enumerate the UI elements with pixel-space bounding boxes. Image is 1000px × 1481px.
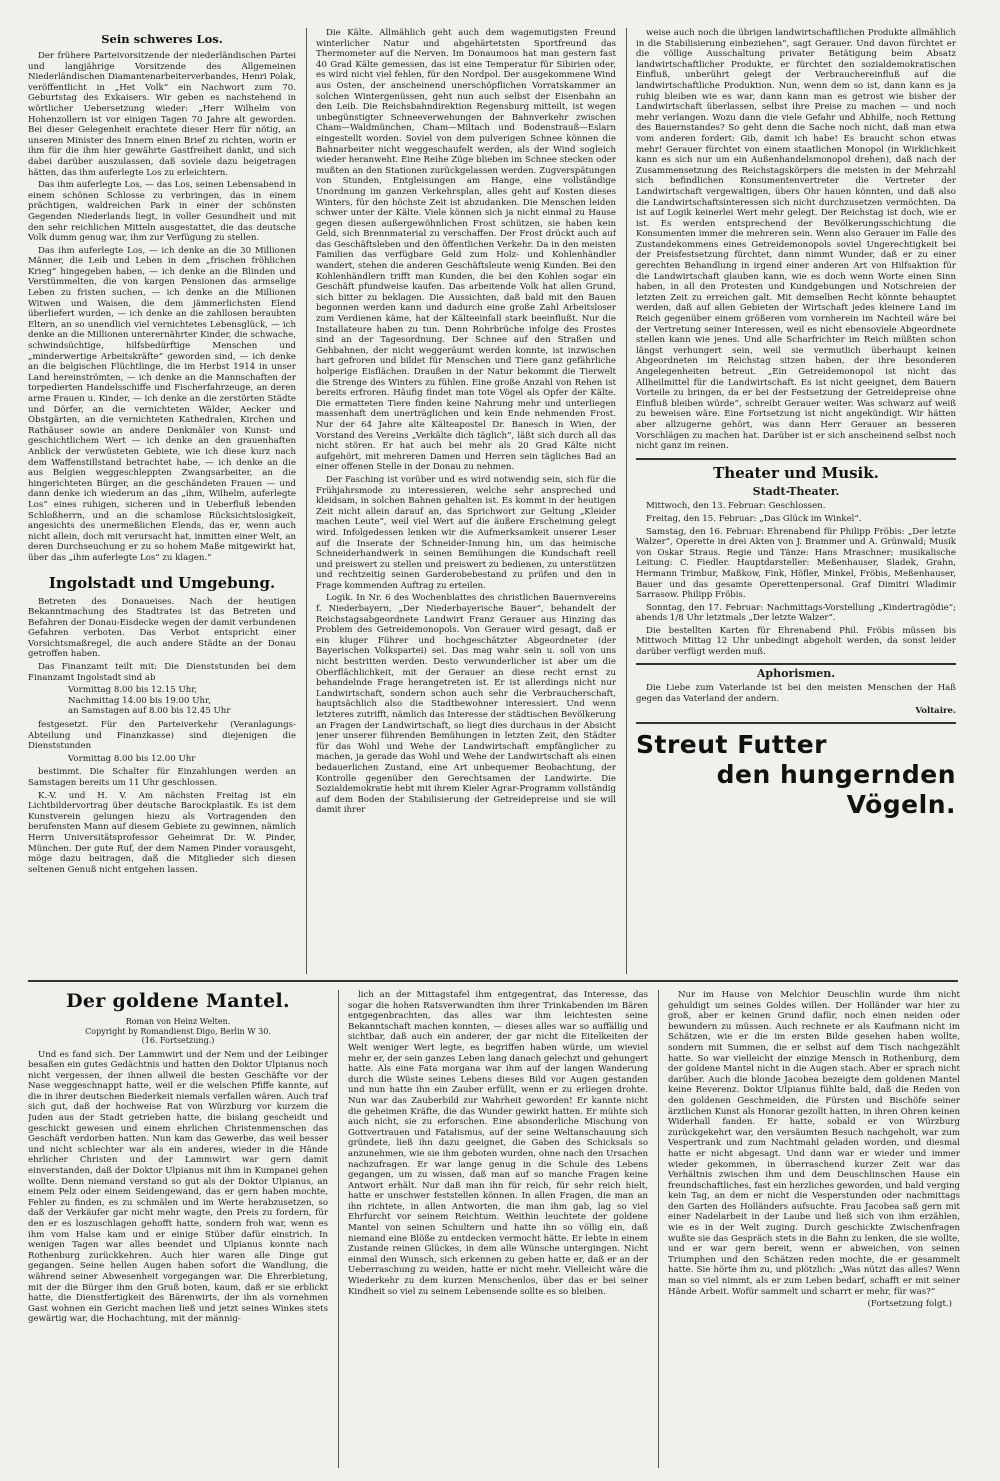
column-rule	[626, 28, 627, 974]
novel-byline: Roman von Heinz Welten.	[125, 1017, 231, 1026]
section-title-ingolstadt: Ingolstadt und Umgebung.	[48, 573, 276, 592]
office-hours-line: Nachmittag 14.00 bis 19.00 Uhr,	[68, 695, 211, 706]
column-rule	[338, 990, 339, 1468]
office-hours	[68, 685, 296, 717]
aphorism-text: Die Liebe zum Vaterlande ist bei den meisten Menschen der Haß gegen das Vaterland der andern.	[636, 683, 956, 704]
theater-listing: Sonntag, den 17. Februar: Nachmittags-Vorstellung „Kindertragödie“; abends 1/8 Uhr letztmals „Der letzte Walzer“.	[636, 602, 956, 624]
article-paragraph: Der Fasching ist vorüber und es wird notwendig sein, sich für die Frühjahrsmode zu interessieren, welche sehr anspreched und kleidsam, in solchen Bahnen gehalten ist. Es kommt in der heutigen Zeit nicht allein darauf an, das Sprichwort zur Geltung „Kleider machen Leute“, weil viel Wert auf die äußere Erscheinung gelegt wird. Infolgedessen lenken wir die Aufmerksamkeit unserer Leser auf die Inserate der Schneider-Innung hin, um das heimische Schneiderhandwerk in seinen Bemühungen die Kundschaft reell und preiswert zu stellen und preiswert zu bedienen, zu unterstützen und rechtzeitig seinen Garderobebestand zu prüfen und den in Frage kommenden Auftrag zu erteilen.	[316, 474, 616, 591]
article-paragraph: festgesetzt. Für den Parteiverkehr (Veranlagungs-Abteilung und Finanzkasse) sind diejenigen die Dienststunden	[28, 720, 296, 752]
novel-title: Der goldene Mantel.	[66, 990, 290, 1012]
newspaper-page	[28, 28, 978, 1468]
novel-text: lich an der Mittagstafel ihm entgegentrat, das Interesse, das sogar die hohen Ratsverwandten ihm ihrer Trinkabenden im Bären entgegenbrachten, das alles war ihm leichtesten seine Bekanntschaft machen konnten, — dieses alles war so auffällig und sichtbar, daß auch ein anderer, der gar nicht die Eitelkeiten der Welt weniger Wert legte, es begriffen haben würde, um wieviel mehr er, der sein ganzes Leben lang danach gelechzt und gehungert hatte. Als eine Fata morgana war ihm auf der langen Wanderung durch die Wüste seines Lebens dieses Bild vor Augen gestanden und nun hatte ihn ein Zauber erfüllt, wenn er zu erliegen drohte. Nun war das Zauberbild zur Wahrheit geworden! Er kannte nicht die geheimen Kräfte, die das Wunder gewirkt hatten. Er mühte sich auch nicht, sie zu erforschen. Eine absonderliche Mischung von Gottvertrauen und Fatalismus, auf der seine Weltanschauung sich gründete, ließ ihn dazu geeignet, die Gaben des Schicksals so anzunehmen, wie sie ihm geboten wurden, ohne nach den Ursachen nachzufragen. Er war lange genug in die Schule des Lebens gegangen, um zu wissen, daß man auf so manche Fragen keine Antwort erhält. Nur daß man ihn für reich, für sehr reich hielt, hatte er unschwer feststellen können. In allen Fragen, die man an ihn richtete, in allen Antworten, die man ihm gab, lag so viel Ehrfurcht vor seinem Reichtum. Weithin leuchtete der goldene Mantel von seinen Schultern und hatte ihn so völlig ein, daß niemand eine Blöße zu entdecken vermocht hätte. Er lebte in einem Zustande reinen Glückes, in dem alle Wünsche untergingen. Nicht einmal den Wunsch, sich erkennen zu geben hatte er, daß er an der Ueberraschung zu weiden, hatte er nicht mehr. Vielleicht wäre die Wiederkehr zu dem kurzen Menschenlos, über das er bei seiner Kindheit so viel zu seinem Lebensende sollte es so bleiben.	[348, 990, 648, 1297]
article-paragraph: K.-V. und H. V. Am nächsten Freitag ist ein Lichtbildervortrag über deutsche Barockplastik. Es ist dem Kunstverein gelungen hiezu als Vortragenden den berufensten Mann auf diesem Gebiete zu gewinnen, nämlich Herrn Universitätsprofessor Geheimrat Dr. W. Pinder, München. Der gute Ruf, der dem Namen Pinder vorausgeht, möge dazu beitragen, daß die Mitglieder sich diesen seltenen Genuß nicht entgehen lassen.	[28, 790, 296, 875]
article-paragraph: Logik. In Nr. 6 des Wochenblattes des christlichen Bauernvereins f. Niederbayern, „Der Niederbayerische Bauer“, behandelt der Reichstagsabgeordnete Landwirt Franz Gerauer aus Hinzing das Problem des Getreidemonopols. Von Gerauer wird gesagt, daß er ein kluger Führer und hochgeschätzter Abgeordneter (der Bayerischen Volkspartei) sei. Das mag wahr sein u. soll von uns nicht bestritten werden. Desto verwunderlicher ist aber um die Oberflächlichkeit, mit der Gerauer an diese recht ernst zu behandelnde Frage herangetreten ist. Er ist allerdings nicht nur Landwirtschaft, sondern schon auch sehr die Verbraucherschaft, hauptsächlich also die Stadtbewohner interessiert. Und wenn letzteres zutrifft, nämlich das Interesse der städtischen Bevölkerung an Fragen der Landwirtschaft, so liegt dies durchaus in der Absicht jener unserer führenden Bemühungen in letzten Zeit, den Städter für das Wohl und Wehe der Landwirtschaft empfänglicher zu machen, ja gerade das Wohl und Wehe der Landwirtschaft als einen bedauerlichen Zustand, eine Art unbequemer Beobachtung, der Kontrolle gegenüber den Gerechtsamen der Landwirte. Die Sozialdemokratie hebt mit ihrem Kieler Agrar-Programm vollständig auf dem Boden der Stabilisierung der Getreidepreise und sie will damit ihrer	[316, 593, 616, 816]
aphorism-author: Voltaire.	[915, 706, 956, 717]
theater-listing: Mittwoch, den 13. Februar: Geschlossen.	[646, 501, 826, 512]
theater-listing: Samstag, den 16. Februar: Ehrenabend für Philipp Fröbis: „Der letzte Walzer“, Operette in drei Akten von J. Brammer und A. Grünwald; Musik von Oskar Straus. Regie und Tänze: Hans Mraschner; musikalische Leitung: C. Fiedler. Hauptdarsteller: Meßenhauser, Sladek, Grahn, Hermann Trimbur, Maßkow, Fink, Höfler, Minkel, Fröbis, Meßenhauser, Bauer und das gesamte Operettenpersonal. Graf Dimitri Wladimir Sarrasow. Philipp Fröbis.	[636, 526, 956, 601]
section-title-theater: Theater und Musik.	[713, 463, 879, 482]
article-title-sein-schweres-los: Sein schweres Los.	[101, 32, 223, 46]
article-paragraph: Das ihm auferlegte Los, — ich denke an die 30 Millionen Männer, die Leib und Leben in dem „frischen fröhlichen Krieg“ hingegeben haben, — ich denke an die Blinden und Verstümmelten, die von kargen Pensionen das armselige Leben zu fristen suchen, — ich denke an die Millionen Witwen und Waisen, die dem jämmerlichsten Elend überliefert wurden, — ich denke an die zahllosen beraubten Eltern, an so unendlich viel vernichtetes Lebensglück, — ich denke an die Millionen unterernährter Kinder, die schwache, schwindsüchtige, hilfsbedürftige Menschen und „minderwertige Arbeitskräfte“ geworden sind, — ich denke an die belgischen Flüchtlinge, die im Herbst 1914 in unser Land hereinströmten, — ich denke an die Mannschaften der torpedierten Handelsschiffe und Fischerfahrzeuge, an deren arme Frauen u. Kinder, — ich denke an die zerstörten Städte und Dörfer, an die vernichteten Wälder, Aecker und Obstgärten, an die vernichteten Kathedralen, Kirchen und Rathäuser sowie an andere Denkmäler von Kunst- und geschichtlichem Wert — ich denke an den grauenhaften Anblick der verwüsteten Gebiete, wie ich diese kurz nach dem Waffenstillstand betrachtet habe, — ich denke an die aus Belgien weggeschleppten Zwangsarbeiter, an die hingerichteten Bürger, an die geschändeten Frauen — und dann denke ich wiederum an das „ihm, Wilhelm, auferlegte Los“ eines ruhigen, sicheren und in Ueberfluß lebenden Schloßherrn, und an die schamlose Rücksichtslosigkeit, angesichts des unermeßlichen Elends, das er, wenn auch nicht allein, doch mit verursacht hat, inmitten einer Welt, an deren Durchseuchung er zu so hohem Maße mitgewirkt hat, über das „ihm auferlegte Los“ zu klagen.“	[28, 245, 296, 563]
top-column-1	[28, 28, 296, 974]
feuilleton-divider	[28, 980, 958, 982]
top-column-2	[316, 28, 616, 974]
article-paragraph: Die Kälte. Allmählich geht auch dem wagemutigsten Freund winterlicher Natur und abgehärtetsten Sportfreund das Thermometer auf die Nerven. Im Donaumoos hat man gestern fast 40 Grad Kälte gemessen, das ist eine Temperatur für Sibirien oder, es wird nicht viel fehlen, für den Nordpol. Der ausgekommene Wind aus Osten, der anscheinend unerschöpflichen Vorratskammer an solchen Wintergenüssen, geht nun auch selbst der Eisenbahn an den Leib. Die Reichsbahndirektion Regensburg mitteilt, ist wegen unbegünstigter Schneeverwehungen der Bahnverkehr zwischen Cham—Waldmünchen, Cham—Miltach und Bodenstrauß—Eslarn eingestellt worden. Soviel von dem pulverigen Schnee können die Bahnarbeiter nicht weggeschaufelt werden, als der Wind sogleich wieder heranweht. Eine Reihe Züge blieben im Schnee stecken oder mußten an den Stationen zurückgelassen werden. Zugverspätungen von Stunden, Entgleisungen am Hange, eine vollständige Unordnung im ganzen Verkehrsplan, alles geht auf Kosten dieses Winters, für den höchste Zeit ist abzudanken. Die Menschen leiden schwer unter der Kälte. Viele können sich ja nicht einmal zu Hause gegen diesen außergewöhnlichen Frost schützen, sie haben kein Geld, sich Brennmaterial zu verschaffen. Der Frost drückt auch auf das Geschäftsleben und den öffentlichen Verkehr. Da in den meisten Familien das verfügbare Geld zum Holz- und Kohlenhändler wandert, stehen die anderen Geschäftsleute wenig Kunden. Bei den Kohlenhändlern trifft man Kunden, die bei den Kohlen sogar ein Geschäft pfundweise kaufen. Das arbeitende Volk hat allen Grund, sich bitter zu beklagen. Die Aussichten, daß bald mit den Bauen begonnen werden kann und dadurch eine große Zahl Arbeitsloser zum Verdienen käme, hat der Kälteeinfall stark beeinflußt. Nur die Installateure haben zu tun. Denn Rohrbrüche infolge des Frostes sind an der Tagesordnung. Der Schnee auf den Straßen und Gehbahnen, der nicht weggeräumt werden konnte, ist inzwischen hart gefroren und bildet für Menschen und Tiere ganz gefährliche holperige Eisflächen. Draußen in der Natur bekommt die Tierwelt die Strenge des Winters zu fühlen. Eine große Anzahl von Rehen ist bereits erfroren. Häufig findet man tote Vögel als Opfer der Kälte. Die ermatteten Tiere finden keine Nahrung mehr und unterliegen massenhaft dem unerträglichen und kein Ende nehmenden Frost. Nur der 64 Jahre alte Kälteapostel Dr. Banesch in Wien, der Vorstand des Vereins „Verkälte dich täglich“, läßt sich durch all das nicht stören. Er hat auch bei mehr als 20 Grad Kälte nicht aufgehört, mit mehreren Damen und Herren sein tägliches Bad an einer offenen Stelle in der Donau zu nehmen.	[316, 28, 616, 473]
theater-listing: Freitag, den 15. Februar: „Das Glück im Winkel“.	[646, 513, 862, 524]
column-rule	[658, 990, 659, 1468]
novel-column-1	[28, 990, 328, 1468]
section-divider	[636, 722, 956, 724]
ad-line-1: Streut Futter	[636, 730, 828, 760]
aphorism-title: Aphorismen.	[756, 666, 836, 680]
top-column-3	[636, 28, 956, 974]
theater-notice: Die bestellten Karten für Ehrenabend Phil. Fröbis müssen bis Mittwoch Mittag 12 Uhr unbedingt abgeholt werden, da sonst leider darüber verfügt werden muß.	[636, 625, 956, 658]
ad-feed-birds	[636, 730, 956, 820]
column-rule	[306, 28, 307, 974]
article-paragraph: Das ihm auferlegte Los, — das Los, seinen Lebensabend in einem schönen Schlosse zu verbringen, das in einem prächtigen, waldreichen Park in einer der schönsten Gegenden Niederlands liegt, in voller Gesundheit und mit den sehr reichlichen Mitteln ausgestattet, die das deutsche Volk dumm genug war, ihm zur Verfügung zu stellen.	[28, 180, 296, 244]
article-paragraph: Betreten des Donaueises. Nach der heutigen Bekanntmachung des Stadtrates ist das Betreten und Befahren der Donau-Eisdecke wegen der damit verbundenen Gefahren verboten. Das Verbot entspricht einer Vorsichtsmaßregel, die auch andere Städte an der Donau getroffen haben.	[28, 596, 296, 660]
office-hours-line: an Samstagen auf 8.00 bis 12.45 Uhr	[68, 706, 231, 717]
novel-column-2	[348, 990, 648, 1468]
novel-text: Und es fand sich. Der Lammwirt und der Nem und der Leibinger besaßen ein gutes Gedächtnis und hatten den Doktor Ulpianus noch nicht vergessen, der ihnen allweil die besten Geschäfte vor der Nase weggeschnappt hatte, weil er die welschen Pfiffe kannte, auf die in ihrer deutschen Biederkeit niemals verfallen wären. Auch traf sich gut, daß der hochweise Rat von Würzburg vor kurzem die Juden aus der Stadt getrieben hatte, die bislang gescheidt und geschickt gewesen und einem ehrlichen Christenmenschen das Geschäft verdorben hatten. Nun kam das Gewerbe, das weil besser und nicht schlechter war als ein anderes, wieder in die Hände ehrlicher Christen und der Lammwirt war gern damit einverstanden, daß der Doktor Ulpianus mit ihm in Kumpanei gehen wollte. Denn niemand verstand so gut als der Doktor Ulpianus, an einem Pelz oder einem Seidengewand, das er gern haben mochte, Fehler zu finden, es zu schmälen und im Werte herabzusetzen, so daß der Verkäufer gar nicht mehr wagte, den Preis zu fordern, für den er es loszuschlagen gehofft hatte, sondern froh war, wenn es ihm vom Halse kam und er einige Stüber dafür einstrich. In wenigen Tagen war alles beendet und Ulpianus konnte nach Rothenburg zurückkehren. Auch hier waren alle Dinge gut gegangen. Seine hellen Augen haben sofort die Wandlung, die während seiner Abwesenheit vorgegangen war. Die Ehrerbietung, mit der die Bürger ihm den Gruß boten, kaum, daß er sie erblickt hatte, die Dienstfertigkeit des Bärenwirts, der ihn als vornehmen Gast wohnen ein Gericht machen ließ und jetzt seines Winkes stets gewärtig war, die Hochachtung, mit der männig-	[28, 1049, 328, 1325]
novel-continued: (Fortsetzung folgt.)	[867, 1299, 952, 1310]
office-hours-line: Vormittag 8.00 bis 12.00 Uhr	[68, 753, 196, 764]
theater-subtitle: Stadt-Theater.	[752, 484, 840, 498]
ad-line-2: den hungernden Vögeln.	[716, 760, 956, 820]
section-divider	[636, 458, 956, 460]
section-divider	[636, 663, 956, 665]
article-paragraph: Der frühere Parteivorsitzende der niederländischen Partei und langjährige Vorsitzende des Allgemeinen Niederländischen Diamantenarbeiterverbandes, Henri Polak, veröffentlicht in „Het Volk“ ein Nachwort zum 70. Geburtstag des Exkaisers. Wir geben es nachstehend in wörtlicher Uebersetzung wieder: „Herr Wilhelm von Hohenzollern ist vor einigen Tagen 70 Jahre alt geworden. Bei dieser Gelegenheit erachtete dieser Herr für nötig, an unseren Minister des Innern einen Brief zu richten, worin er ihm für die ihm hier gewährte Gastfreiheit dankt, und sich dabei darüber auszulassen, daß soviele dazu beigetragen hätten, das ihm auferlegte Los zu erleichtern.	[28, 51, 296, 178]
office-hours-line: Vormittag 8.00 bis 12.15 Uhr,	[68, 685, 198, 696]
article-paragraph: Das Finanzamt teilt mit: Die Dienststunden bei dem Finanzamt Ingolstadt sind ab	[28, 662, 296, 683]
article-paragraph: weise auch noch die übrigen landwirtschaftlichen Produkte allmählich in die Stabilisierung einbeziehen“, sagt Gerauer. Und davon fürchtet er die völlige Ausschaltung privater Betätigung beim Absatz landwirtschaftlicher Produkte, er fürchtet den sozialdemokratischen Einfluß, unberührt gelegt der Verbrauchereinfluß auf die landwirtschaftliche Produktion. Nun, wenn dem so ist, dann kann es ja ruhig bleiben wie es war, dann kann man es getrost wie bisher der Landwirtschaft überlassen, selbst ihre Preise zu machen — und noch mehr verlangen. Wozu dann die viele Gefahr und Abhilfe, noch Rettung des Bauernstandes? So geht denn die Sache noch nicht, daß man etwa vom anderen fordert: Gib, damit ich habe! Es braucht schon etwas mehr! Gerauer fürchtet von einem staatlichen Monopol (in Wirklichkeit kann es sich nur um ein Außenhandelsmonopol drehen), daß nach der Zusammensetzung des Reichstagskörpers die meisten in der Mehrzahl sich befindlichen Konsumentenvertreter die Vertreter der Landwirtschaft vergewaltigen, übers Ohr hauen könnten, und daß also die Landwirtschaftsinteressen sich nicht durchzusetzen vermöchten. Da ist auf Logik keinerlei Wert mehr gelegt. Der Reichstag ist doch, wie er ist. Es werden entsprechend der Bevölkerungsschichtung die Konsumenten immer die mehreren sein. Wenn also Gerauer im Falle des Zustandekommens eines Getreidemonopols soviel Ungerechtigkeit bei der Preisfestsetzung fürchtet, dann nimmt Wunder, daß er zu einer gerechten Behandlung in irgend einer anderen Art von Hilfsaktion für die Landwirtschaft glauben kann, wie es doch wenn Worte einen Sinn haben, in all den Protesten und Kundgebungen und Notschreien der letzten Zeit zu erreichen galt. Mit demselben Recht könnte behauptet werden, daß auf allen Gebieten der Wirtschaft jedes kleinere Land im Reich gegenüber einem größeren vom vornherein im Nachteil wäre bei der Vertretung seiner Interessen, weil es nicht ebensoviele Abgeordnete stellen kann wie jenes. Und alle Scharfrichter im Reich müßten schon längst verhungert sein, weil sie vermutlich überhaupt keinen Abgeordneten im Reichstag sitzen haben, der ihre besonderen Angelegenheiten betreut. „Ein Getreidemonopol ist nicht das Allheilmittel für die Landwirtschaft. Es ist nicht geeignet, dem Bauern Vorteile zu bringen, da er bei der Festsetzung der Getreidepreise ohne Einfluß bleiben würde“, schreibt Gerauer weiter. Was schwarz auf weiß zu beweisen wäre. Eine Fortsetzung ist nicht angekündigt. Wir hätten aber allzugerne gehört, was dann Herr Gerauer an besseren Vorschlägen zu machen hat. Darüber ist er sich anscheinend selbst noch nicht ganz im reinen.	[636, 28, 956, 452]
novel-copyright: Copyright by Romandienst Digo, Berlin W 30.	[85, 1026, 271, 1036]
novel-column-3	[668, 990, 960, 1468]
article-paragraph: bestimmt. Die Schalter für Einzahlungen werden an Samstagen bereits um 11 Uhr geschlossen.	[28, 767, 296, 788]
novel-installment: (16. Fortsetzung.)	[141, 1036, 215, 1045]
novel-text: Nur im Hause von Melchior Deuschlin wurde ihm nicht gehuldigt um seines Goldes willen. Der Holländer war hier zu groß, aber er keinen Grund dafür, noch einen neiden oder bewundern zu müssen. Auch rechnete er als Kaufmann nicht im Schätzen, wie er die im ersten Bilde gesehen haben wollte, sondern mit Summen, die er selbst auf dem Tisch nachgezählt hatte. So war vielleicht der einzige Mensch in Rothenburg, dem der goldene Mantel nicht in die Augen stach. Aber er sprach nicht darüber. Auch die blonde Jacobea bezeigte dem goldenen Mantel keine Reverenz. Doktor Ulpianus fühlte bald, daß die Reden von den goldenen Geschmeiden, die Fürsten und Bischöfe seiner ärztlichen Kunst als Honorar gezollt hatten, in ihren Ohren keinen Widerhall fanden. Er hatte, sobald er von Würzburg zurückgekehrt war, den versäumten Besuch nachgeholt, war zum Vespertrank und zum Nachtmahl geladen worden, und diesmal hatte er nicht abgesagt. Und dann war er wieder und immer wieder gekommen, in überraschend kurzer Zeit war das Verhältnis zwischen ihm und dem Deuschlinschen Hause ein freundschaftliches, fast ein herzliches geworden, und bald verging kein Tag, an dem er nicht die Vesperstunden oder nachmittags den Garten des Holländers aufsuchte. Frau Jacobea saß gern mit einer Nadelarbeit in der Laube und ließ sich von ihm erzählen, wie es in der Welt zuging. Durch geschickte Zwischenfragen wußte sie das Gespräch stets in die Bahn zu lenken, die sie wollte, und er war gern bereit, wenn er abweichen, von seinen Triumphen und den Schätzen reden mochte, die er gesammelt hatte. Sie hörte ihm zu, und plötzlich: „Was nützt das alles? Wenn man so viel nimmt, als er zum Leben bedarf, schafft er mit seiner Hände Arbeit. Wofür sammelt und scharrt er mehr, für was?“	[668, 990, 960, 1297]
